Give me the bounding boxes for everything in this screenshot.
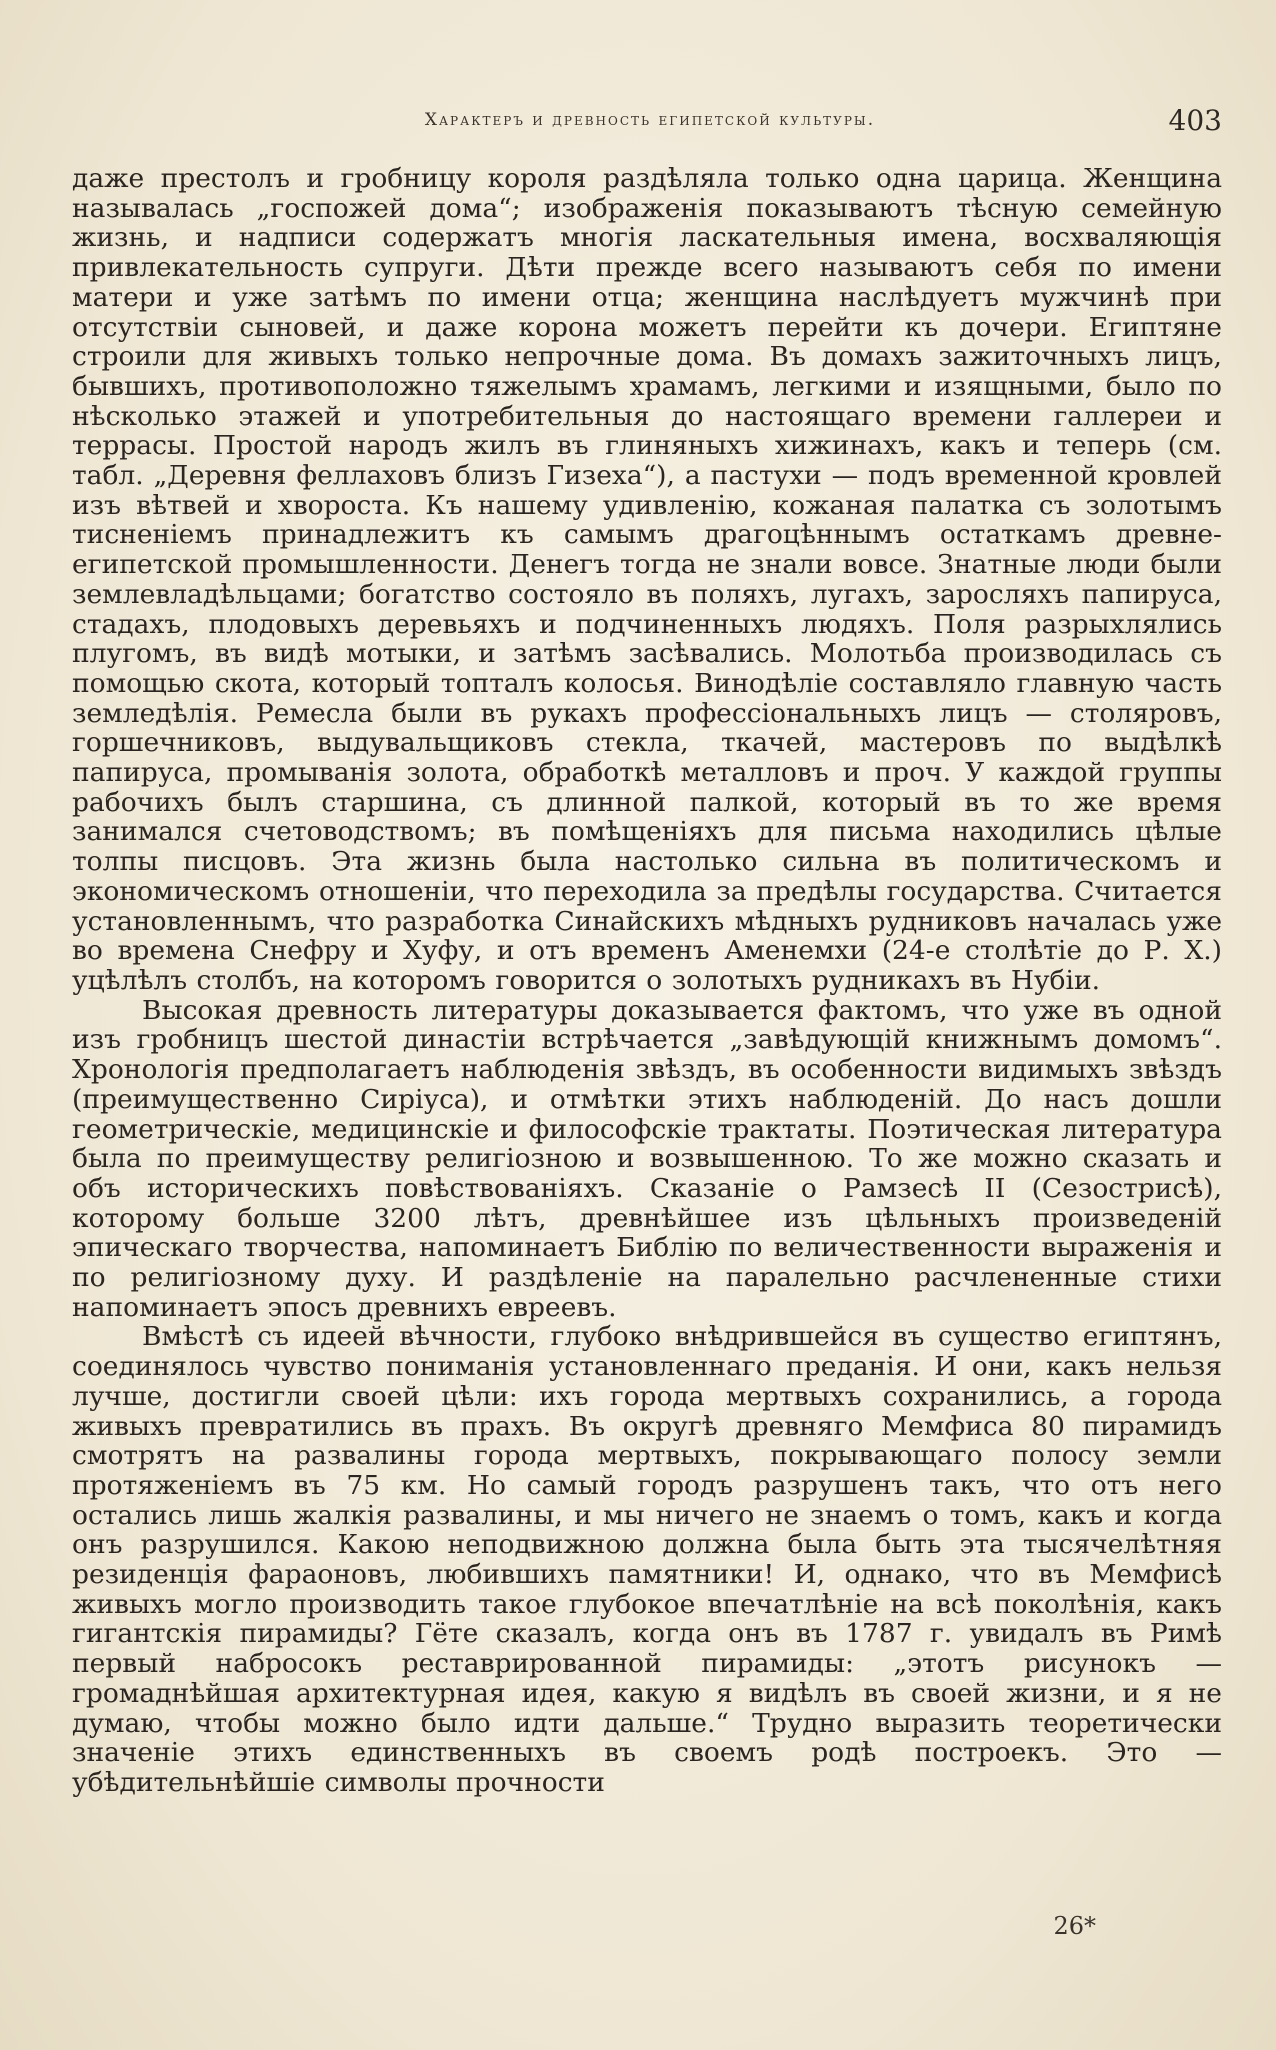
paragraph-eternity: Вмѣстѣ съ идеей вѣчности, глубоко внѣдрившейся въ существо египтянъ, соединялось чувство пониманія установленнаго преданія. И они, какъ нельзя лучше, достигли своей цѣли: ихъ города мертвыхъ сохранились, а города живыхъ превратились въ прахъ. Въ округѣ древняго Мемфиса 80 пирамидъ смотрятъ на развалины города мертвыхъ, покрывающаго полосу земли протяженіемъ въ 75 км. Но самый городъ разрушенъ такъ, что отъ него остались лишь жалкія развалины, и мы ничего не знаемъ о томъ, какъ и когда онъ разрушился. Какою неподвижною должна была быть эта тысячелѣтняя резиденція фараоновъ, любившихъ памятники! И, однако, что въ Мемфисѣ живыхъ могло производить такое глубокое впечатлѣніе на всѣ поколѣнія, какъ гигантскія пирамиды? Гёте сказалъ, когда онъ въ 1787 г. увидалъ въ Римѣ первый набросокъ реставрированной пирамиды: „этотъ рисунокъ — громаднѣйшая архитектурная идея, какую я видѣлъ въ своей жизни, и я не думаю, чтобы можно было идти дальше.“ Трудно выразить теоретически значеніе этихъ единственныхъ въ своемъ родѣ построекъ. Это — убѣдительнѣйшіе символы прочности: [72, 1321, 1222, 1798]
paragraph-literature: Высокая древность литературы доказывается фактомъ, что уже въ одной изъ гробницъ шестой династіи встрѣчается „завѣдующій книжнымъ домомъ“. Хронологія предполагаетъ наблюденія звѣздъ, въ особенности видимыхъ звѣздъ (преимущественно Сиріуса), и отмѣтки этихъ наблюденій. До насъ дошли геометрическіе, медицинскіе и философскіе трактаты. Поэтическая литература была по преимуществу религіозною и возвышенною. То же можно сказать и объ историческихъ повѣствованіяхъ. Сказаніе о Рамзесѣ II (Сезострисѣ), которому больше 3200 лѣтъ, древнѣйшее изъ цѣльныхъ произведеній эпическаго творчества, напоминаетъ Библію по величественности выраженія и по религіозному духу. И раздѣленіе на паралельно расчлененные стихи напоминаетъ эпосъ древнихъ евреевъ.: [72, 994, 1222, 1323]
page-body: [72, 164, 1222, 1798]
page-number: 403: [1168, 104, 1222, 137]
page-header: [78, 104, 1222, 144]
running-title: Характеръ и древность египетской культуры.: [424, 110, 876, 130]
printer-signature: 26*: [1053, 1912, 1096, 1940]
paragraph-continued: даже престолъ и гробницу короля раздѣляла только одна царица. Женщина называлась „госпожей дома“; изображенія показываютъ тѣсную семейную жизнь, и надписи содержатъ многія ласкательныя имена, восхваляющія привлекательность супруги. Дѣти прежде всего называютъ себя по имени матери и уже затѣмъ по имени отца; женщина наслѣдуетъ мужчинѣ при отсутствіи сыновей, и даже корона можетъ перейти къ дочери. Египтяне строили для живыхъ только непрочные дома. Въ домахъ зажиточныхъ лицъ, бывшихъ, противоположно тяжелымъ храмамъ, легкими и изящными, было по нѣсколько этажей и употребительныя до настоящаго времени галлереи и террасы. Простой народъ жилъ въ глиняныхъ хижинахъ, какъ и теперь (см. табл. „Деревня феллаховъ близъ Гизеха“), а пастухи — подъ временной кровлей изъ вѣтвей и хвороста. Къ нашему удивленію, кожаная палатка съ золотымъ тисненіемъ принадлежитъ къ самымъ драгоцѣннымъ остаткамъ древне-египетской промышленности. Денегъ тогда не знали вовсе. Знатные люди были землевладѣльцами; богатство состояло въ поляхъ, лугахъ, заросляхъ папируса, стадахъ, плодовыхъ деревьяхъ и подчиненныхъ людяхъ. Поля разрыхлялись плугомъ, въ видѣ мотыки, и затѣмъ засѣвались. Молотьба производилась съ помощью скота, который топталъ колосья. Винодѣліе составляло главную часть земледѣлія. Ремесла были въ рукахъ профессіональныхъ лицъ — столяровъ, горшечниковъ, выдувальщиковъ стекла, ткачей, мастеровъ по выдѣлкѣ папируса, промыванія золота, обработкѣ металловъ и проч. У каждой группы рабочихъ былъ старшина, съ длинной палкой, который въ то же время занимался счетоводствомъ; въ помѣщеніяхъ для письма находились цѣлые толпы писцовъ. Эта жизнь была настолько сильна въ политическомъ и экономическомъ отношеніи, что переходила за предѣлы государства. Считается установленнымъ, что разработка Синайскихъ мѣдныхъ рудниковъ началась уже во времена Снефру и Хуфу, и отъ временъ Аменемхи (24-е столѣтіе до Р. Х.) уцѣлѣлъ столбъ, на которомъ говорится о золотыхъ рудникахъ въ Нубіи.: [72, 163, 1222, 996]
